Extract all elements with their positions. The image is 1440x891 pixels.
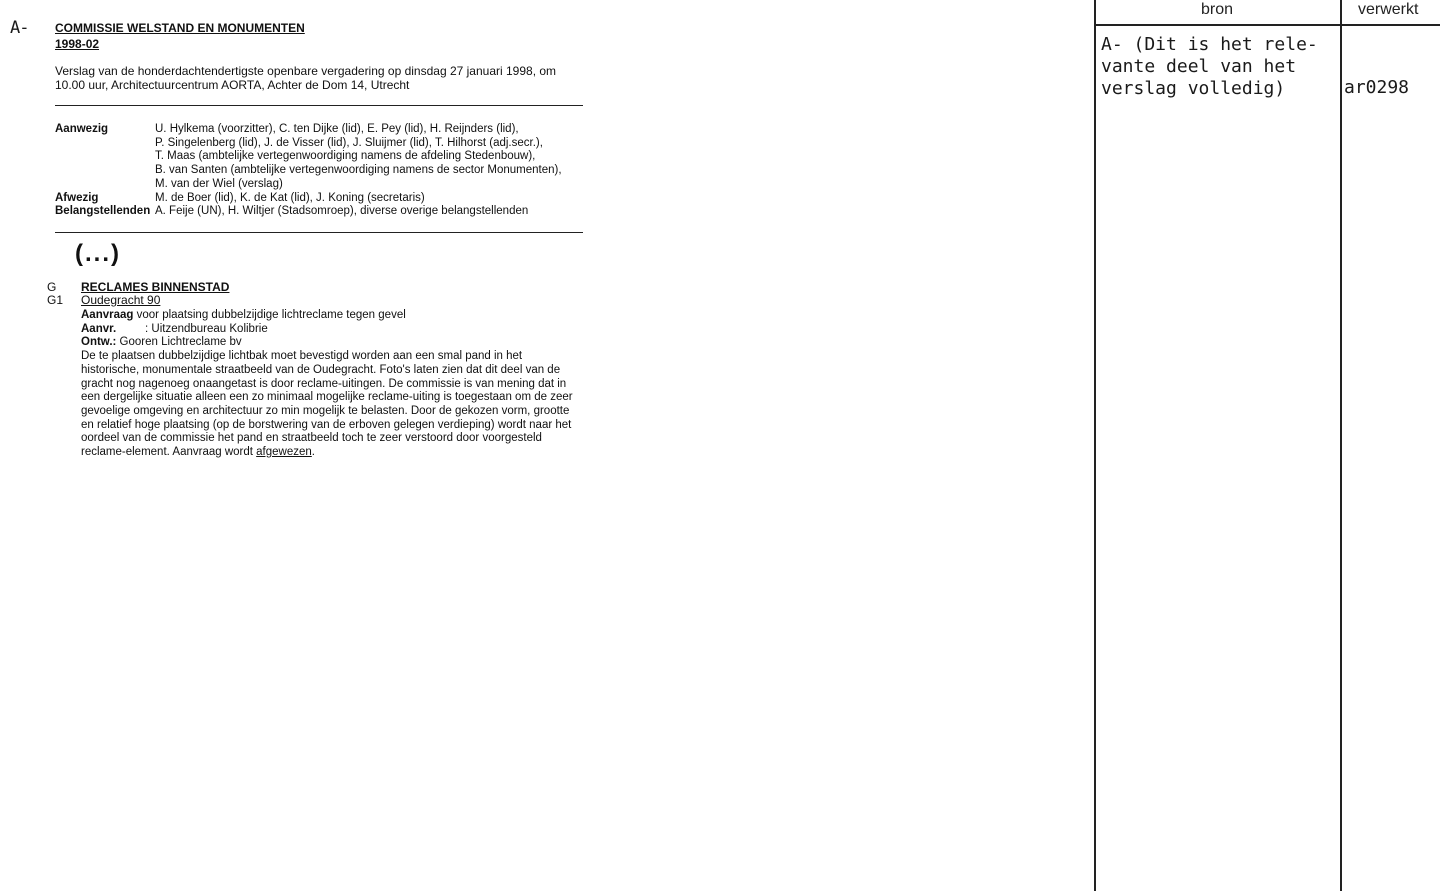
document-code: 1998-02 [55, 37, 100, 51]
header-rule [1095, 24, 1440, 26]
applicant-value: : Uitzendbureau Kolibrie [145, 322, 268, 335]
archive-reference: ar0298 [1344, 77, 1410, 98]
document-marker: A- [10, 18, 29, 38]
column-divider-left [1094, 0, 1096, 891]
attendance-line: A. Feije (UN), H. Wiltjer (Stadsomroep), diverse overige belangstellenden [155, 205, 529, 218]
attendance-line: B. van Santen (ambtelijke vertegenwoordiging namens de sector Monumenten), [155, 164, 562, 177]
decision-text: afgewezen [256, 446, 312, 459]
design-value: Gooren Lichtreclame bv [119, 336, 242, 349]
attendance-present [55, 123, 562, 192]
section-title: RECLAMES BINNENSTAD [81, 280, 230, 294]
attendance-value [155, 123, 562, 192]
ellipsis-omission: (...) [75, 240, 121, 267]
request-label: Aanvraag [81, 309, 134, 321]
design-line [81, 336, 581, 350]
attendance-interested [55, 205, 562, 219]
attendance-label: Belangstellenden [55, 205, 151, 218]
design-label: Ontw.: [81, 336, 117, 349]
column-header-processed: verwerkt [1358, 1, 1419, 18]
attendance-label: Afwezig [55, 191, 99, 204]
advice-text [81, 350, 581, 460]
applicant-label: Aanvr. [81, 322, 117, 335]
document-title: COMMISSIE WELSTAND EN MONUMENTEN [55, 21, 305, 35]
attendance-label: Aanwezig [55, 123, 109, 135]
attendance-line: T. Maas (ambtelijke vertegenwoordiging namens de afdeling Stedenbouw), [155, 150, 536, 163]
advice-body: De te plaatsen dubbelzijdige lichtbak moet bevestigd worden aan een smal pand in het historische, monumentale straatbeeld van de Oudegracht. Foto's laten zien dat dit deel van de gracht nog nagenoeg onaangetast is door reclame-uitingen. De commissie is van mening dat in een dergelijke situatie alleen een zo minimaal mogelijke reclame-uiting is toegestaan om de zeer gevoelige omgeving en architectuur zo min mogelijk te belasten. Door de gekozen vorm, grootte en relatief hoge plaatsing (op de borstwering van de erboven gelegen verdieping) wordt naar het oordeel van de commissie het pand en straatbeeld toch te zeer verstoord door voorgesteld reclame-element. Aanvraag wordt [81, 350, 573, 459]
divider-bottom [55, 232, 583, 233]
document-intro: Verslag van de honderdachtendertigste openbare vergadering op dinsdag 27 januari 1998, om 10.00 uur, Architectuurcentrum AORTA, Achter de Dom 14, Utrecht [55, 64, 557, 92]
request-line [81, 309, 581, 323]
decision-end: . [311, 446, 315, 459]
item-title: Oudegracht 90 [81, 293, 161, 307]
attendance-block [55, 123, 562, 219]
request-text: voor plaatsing dubbelzijdige lichtreclame tegen gevel [136, 309, 406, 321]
source-note: A- (Dit is het rele- vante deel van het verslag volledig) [1101, 34, 1318, 99]
attendance-absent [55, 192, 562, 206]
column-header-source: bron [1201, 1, 1234, 18]
section-code: G [47, 280, 57, 294]
item-body [81, 309, 581, 460]
applicant-line [81, 323, 581, 337]
attendance-line: M. van der Wiel (verslag) [155, 177, 283, 190]
divider-top [55, 105, 583, 106]
item-code: G1 [47, 293, 64, 307]
attendance-line: M. de Boer (lid), K. de Kat (lid), J. Koning (secretaris) [155, 191, 425, 204]
attendance-line: P. Singelenberg (lid), J. de Visser (lid), J. Sluijmer (lid), T. Hilhorst (adj.secr.), [155, 136, 543, 149]
attendance-line: U. Hylkema (voorzitter), C. ten Dijke (lid), E. Pey (lid), H. Reijnders (lid), [155, 123, 519, 135]
column-divider-right [1340, 0, 1342, 891]
